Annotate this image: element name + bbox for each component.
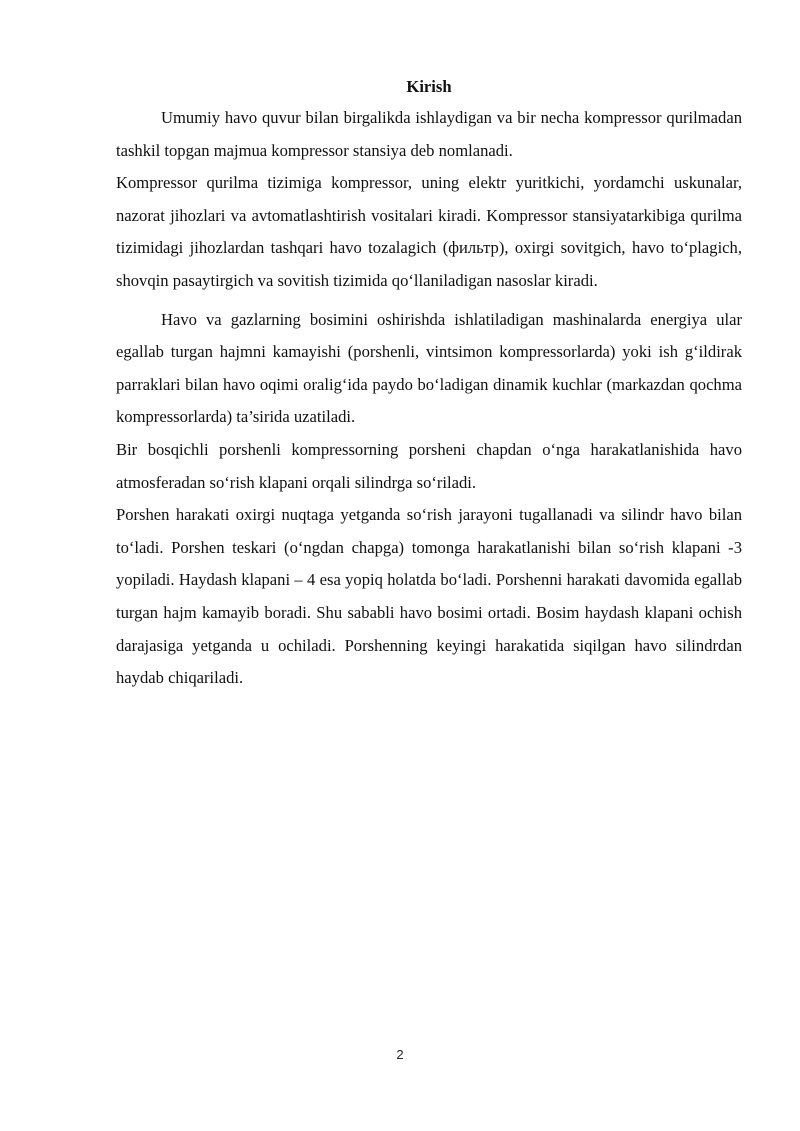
paragraph-5: Porshen harakati oxirgi nuqtaga yetganda so‘rish jarayoni tugallanadi va silindr havo bilan to‘ladi. Porshen teskari (o‘ngdan chapga) tomonga harakatlanishi bilan so‘rish klapani -3 yopiladi. Haydash klapani – 4 esa yopiq holatda bo‘ladi. Porshenni harakati davomida egallab turgan hajm kamayib boradi. Shu sababli havo bosimi ortadi. Bosim haydash klapani ochish darajasiga yetganda u ochiladi. Porshenning keyingi harakatida siqilgan havo silindrdan haydab chiqariladi. xyxy=(116,505,742,688)
paragraph-2: Kompressor qurilma tizimiga kompressor, uning elektr yuritkichi, yordamchi uskunalar, nazorat jihozlari va avtomatlashtirish vositalari kiradi. Kompressor stansiyatarkibiga qurilma tizimidagi jihozlardan tashqari havo tozalagich (фильтр), oxirgi sovitgich, havo to‘plagich, shovqin pasaytirgich va sovitish tizimida qo‘llaniladigan nasoslar kiradi. xyxy=(116,173,742,290)
paragraph-3: Havo va gazlarning bosimini oshirishda ishlatiladigan mashinalarda energiya ular egallab turgan hajmni kamayishi (porshenli, vintsimon kompressorlarda) yoki ish g‘ildirak parraklari bilan havo oqimi oralig‘ida paydo bo‘ladigan dinamik kuchlar (markazdan qochma kompressorlarda) ta’sirida uzatiladi. xyxy=(116,309,742,427)
paragraph-1: Umumiy havo quvur bilan birgalikda ishlaydigan va bir necha kompressor qurilmadan tashkil topgan majmua kompressor stansiya deb nomlanadi. xyxy=(116,108,742,160)
paragraph-4: Bir bosqichli porshenli kompressorning porsheni chapdan o‘nga harakatlanishida havo atmosferadan so‘rish klapani orqali silindrga so‘riladi. xyxy=(116,439,742,492)
document-page xyxy=(116,76,742,695)
section-title: Kirish xyxy=(406,77,452,96)
page-number: 2 xyxy=(396,1047,404,1062)
